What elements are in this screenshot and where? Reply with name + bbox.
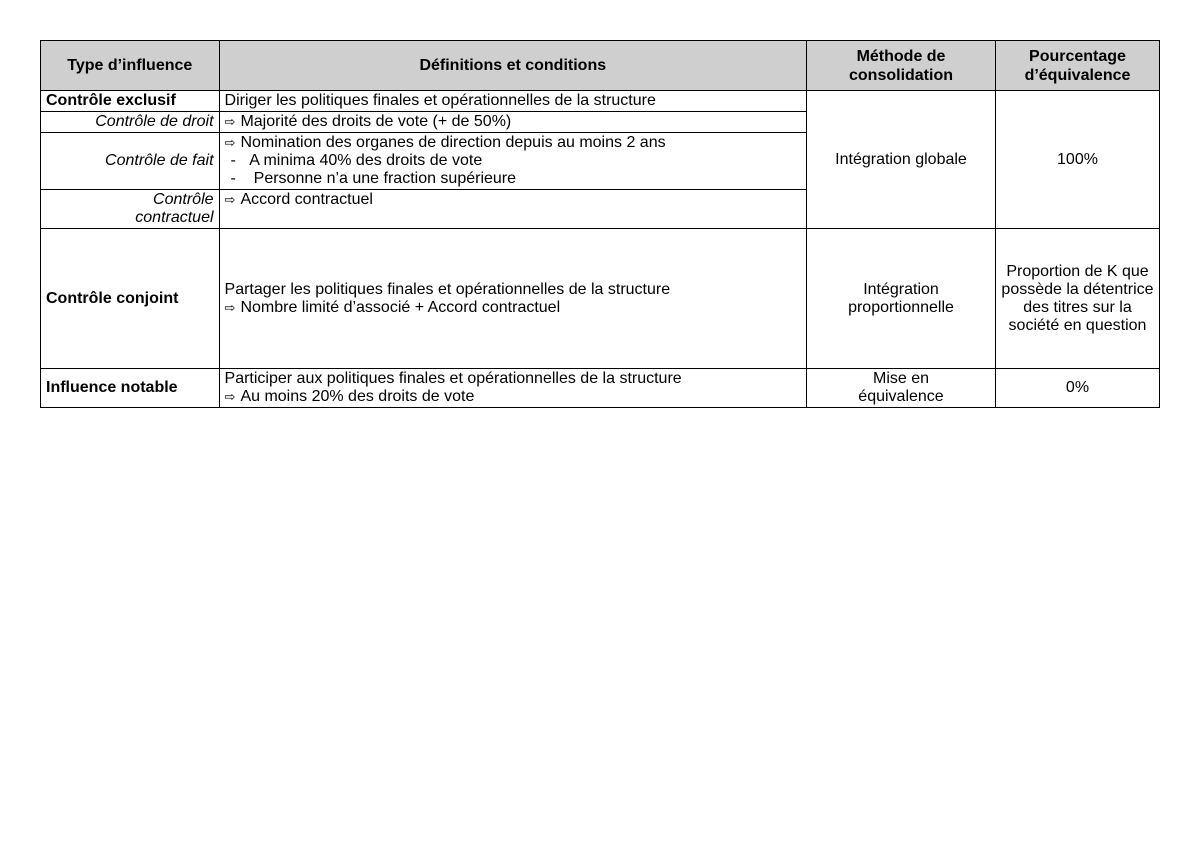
header-methode (807, 41, 996, 91)
conjoint-methode-line1: Intégration (863, 280, 939, 298)
table-row-conjoint (41, 229, 1160, 369)
conjoint-methode-line2: proportionnelle (848, 298, 954, 316)
fait-text-value: Nomination des organes de direction depuis au moins 2 ans (240, 134, 666, 151)
table-row-notable (41, 369, 1160, 408)
fait-bullet-1: - A minima 40% des droits de vote (230, 152, 483, 169)
notable-definition-text: Participer aux politiques finales et opérationnelles de la structure (224, 370, 682, 387)
header-row (41, 41, 1160, 91)
droit-text (219, 112, 807, 133)
contractuel-text (219, 190, 807, 229)
fait-text (219, 133, 807, 190)
arrow-icon (225, 134, 241, 151)
notable-methode-line1: Mise en (872, 370, 930, 387)
notable-definition (219, 369, 807, 408)
fait-label: Contrôle de fait (41, 133, 220, 190)
arrow-icon (225, 191, 241, 208)
header-pourcentage-line1: Pourcentage (1029, 47, 1126, 65)
notable-condition: Au moins 20% des droits de vote (240, 388, 475, 405)
exclusif-methode: Intégration globale (807, 91, 996, 229)
conjoint-methode (807, 229, 996, 369)
notable-methode-line2: équivalence (858, 388, 944, 405)
contractuel-label (41, 190, 220, 229)
contractuel-label-line1: Contrôle (153, 191, 214, 208)
header-methode-line2: consolidation (849, 66, 953, 84)
conjoint-pourcentage: Proportion de K que possède la détentrice des titres sur la société en question (995, 229, 1159, 369)
consolidation-table (40, 40, 1160, 408)
header-methode-line1: Méthode de (856, 47, 946, 65)
header-pourcentage (995, 41, 1159, 91)
exclusif-definition: Diriger les politiques finales et opérationnelles de la structure (219, 91, 807, 112)
fait-bullet-2: - Personne n’a une fraction supérieure (230, 170, 517, 187)
header-pourcentage-line2: d’équivalence (1024, 66, 1131, 84)
arrow-icon (225, 388, 241, 405)
fait-bullet-1-text: A minima 40% des droits de vote (249, 152, 483, 169)
header-type: Type d’influence (41, 41, 220, 91)
arrow-icon (225, 113, 241, 130)
conjoint-definition-text: Partager les politiques finales et opérationnelles de la structure (224, 280, 671, 298)
droit-label: Contrôle de droit (41, 112, 220, 133)
exclusif-pourcentage: 100% (995, 91, 1159, 229)
header-definitions: Définitions et conditions (219, 41, 807, 91)
exclusif-label: Contrôle exclusif (41, 91, 220, 112)
conjoint-label: Contrôle conjoint (41, 229, 220, 369)
droit-text-value: Majorité des droits de vote (+ de 50%) (240, 113, 512, 130)
arrow-icon (225, 299, 241, 316)
fait-bullet-2-text: Personne n’a une fraction supérieure (253, 170, 517, 187)
notable-pourcentage: 0% (995, 369, 1159, 408)
conjoint-condition: Nombre limité d’associé + Accord contractuel (240, 298, 561, 316)
table-row-exclusif (41, 91, 1160, 112)
contractuel-text-value: Accord contractuel (240, 191, 373, 208)
notable-methode (807, 369, 996, 408)
conjoint-definition (219, 229, 807, 369)
contractuel-label-line2: contractuel (135, 209, 214, 226)
notable-label: Influence notable (41, 369, 220, 408)
